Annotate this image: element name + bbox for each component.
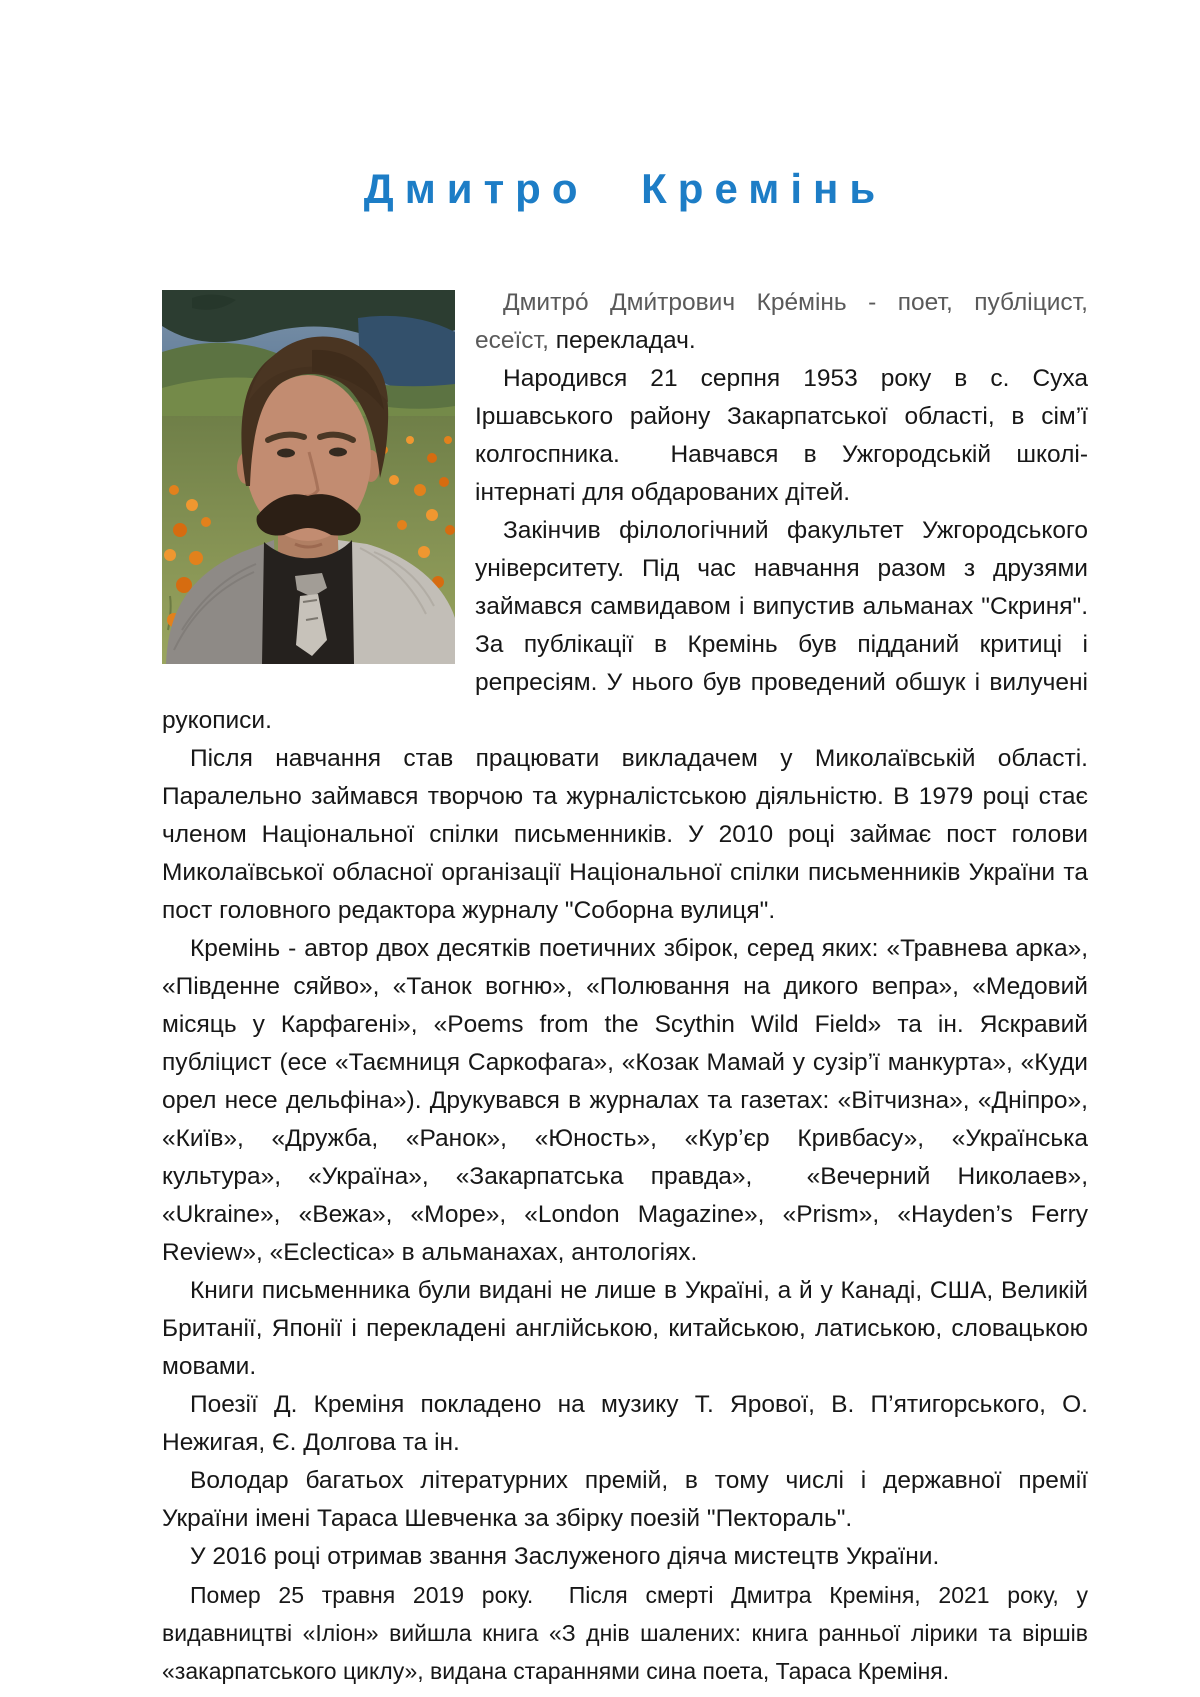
bio-lead-name: Дмитро́ Дми́трович Кре́мінь - поет, публіцист, есеїст,	[475, 289, 1088, 355]
portrait-photo	[162, 290, 455, 664]
bio-honor-paragraph: У 2016 році отримав звання Заслуженого діяча мистецтв України.	[190, 1543, 940, 1571]
bio-birth-paragraph: Народився 21 серпня 1953 року в с. Суха Іршавського району Закарпатської області, в сім’ї колгоспника. Навчався в Ужгородській школі-інтернаті для обдарованих дітей.	[475, 365, 1088, 507]
biography-text	[162, 284, 1088, 1690]
bio-works-paragraph: Кремінь - автор двох десятків поетичних збірок, серед яких: «Травнева арка», «Південне сяйво», «Танок вогню», «Полювання на дикого вепра», «Медовий місяць у Карфагені», «Poems from the Scythin Wild Field» та ін. Яскравий публіцист (есе «Таємниця Саркофага», «Козак Мамай у сузір’ї манкурта», «Куди орел несе дельфіна»). Друкувався в журналах та газетах: «Вітчизна», «Дніпро», «Київ», «Дружба, «Ранок», «Юность», «Кур’єр Кривбасу», «Українська культура», «Україна», «Закарпатська правда», «Вечерний Николаев», «Ukraine», «Вежа», «Море», «London Magazine», «Prism», «Hayden’s Ferry Review», «Eclectica» в альманахах, антологіях.	[162, 935, 1088, 1267]
bio-books-abroad-paragraph: Книги письменника були видані не лише в Україні, а й у Канаді, США, Великій Британії, Японії і перекладені англійською, китайською, латиською, словацькою мовами.	[162, 1277, 1088, 1381]
bio-lead-rest: перекладач.	[555, 327, 696, 355]
bio-death-paragraph: Помер 25 травня 2019 року. Після смерті Дмитра Креміня, 2021 року, у видавництві «Іліон» вийшла книга «З днів шалених: книга ранньої лірики та віршів «закарпатського циклу», видана стараннями сина поета, Тараса Креміня.	[162, 1582, 1088, 1685]
bio-education-paragraph: Закінчив філологічний факультет Ужгородського університету. Під час навчання разом з друзями займався самвидавом і випустив альманах "Скриня". За публікації в Кремінь був підданий критиці і репресіям. У нього був проведений обшук і вилучені рукописи.	[162, 517, 1088, 735]
bio-awards-paragraph: Володар багатьох літературних премій, в тому числі і державної премії України імені Тараса Шевченка за збірку поезій "Пектораль".	[162, 1467, 1088, 1533]
page-title: Дмитро Кремінь	[363, 165, 887, 212]
bio-music-paragraph: Поезії Д. Креміня покладено на музику Т. Ярової, В. П’ятигорського, О. Нежигая, Є. Долгова та ін.	[162, 1391, 1088, 1457]
bio-career-paragraph: Після навчання став працювати викладачем у Миколаївській області. Паралельно займався творчою та журналістською діяльністю. В 1979 році стає членом Національної спілки письменників. У 2010 році займає пост голови Миколаївської обласної організації Національної спілки письменників України та пост головного редактора журналу "Соборна вулиця".	[162, 745, 1088, 925]
portrait-illustration	[162, 290, 455, 664]
